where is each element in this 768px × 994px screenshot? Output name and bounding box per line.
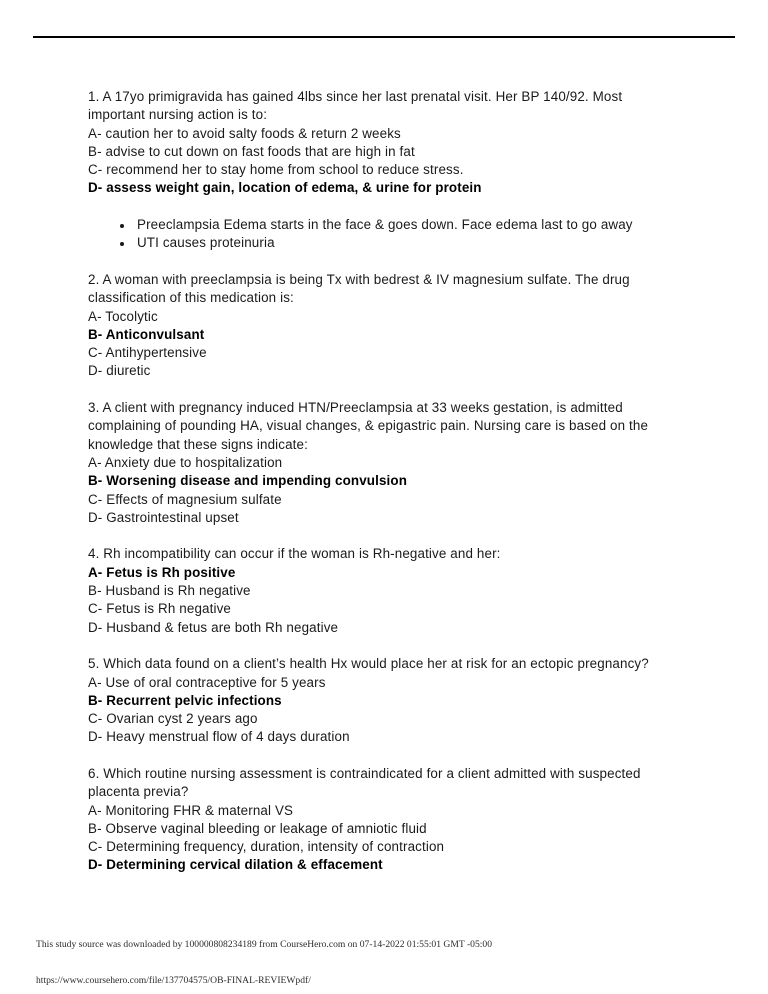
question-block bbox=[88, 88, 663, 253]
header-divider bbox=[33, 36, 735, 38]
question-stem: 2. A woman with preeclampsia is being Tx with bedrest & IV magnesium sulfate. The drug classification of this medication is: bbox=[88, 271, 630, 306]
question-stem: 1. A 17yo primigravida has gained 4lbs since her last prenatal visit. Her BP 140/92. Most important nursing action is to: bbox=[88, 89, 623, 123]
note-list-item bbox=[88, 216, 663, 234]
answer-option: A- Anxiety due to hospitalization bbox=[88, 454, 283, 470]
answer-option: D- Heavy menstrual flow of 4 days duration bbox=[88, 729, 350, 745]
answer-option-correct: B- Anticonvulsant bbox=[88, 326, 205, 342]
note-list bbox=[88, 216, 663, 253]
question-block bbox=[88, 655, 663, 746]
answer-option-correct: B- Worsening disease and impending convulsion bbox=[88, 473, 408, 489]
answer-option: A- Use of oral contraceptive for 5 years bbox=[88, 674, 326, 690]
document-body bbox=[88, 88, 663, 875]
question-block bbox=[88, 271, 663, 381]
answer-option-correct: B- Recurrent pelvic infections bbox=[88, 692, 282, 708]
download-attribution-note: This study source was downloaded by 100000808234189 from CourseHero.com on 07-14-2022 01:55:01 GMT -05:00 bbox=[36, 939, 493, 950]
answer-option: C- Determining frequency, duration, intensity of contraction bbox=[88, 839, 445, 855]
question-block bbox=[88, 399, 663, 527]
question-stem: 4. Rh incompatibility can occur if the woman is Rh-negative and her: bbox=[88, 546, 501, 562]
answer-option: D- Gastrointestinal upset bbox=[88, 509, 239, 525]
answer-option: C- Effects of magnesium sulfate bbox=[88, 491, 282, 507]
source-url-link[interactable]: https://www.coursehero.com/file/137704575/OB-FINAL-REVIEWpdf/ bbox=[36, 975, 311, 986]
answer-option: D- Husband & fetus are both Rh negative bbox=[88, 619, 339, 635]
answer-option-correct: A- Fetus is Rh positive bbox=[88, 564, 236, 580]
question-block bbox=[88, 765, 663, 875]
bullet-dot-icon bbox=[120, 242, 124, 246]
question-stem: 6. Which routine nursing assessment is contraindicated for a client admitted with suspected placenta previa? bbox=[88, 765, 641, 800]
answer-option: B- Observe vaginal bleeding or leakage of amniotic fluid bbox=[88, 820, 427, 836]
answer-option: C- Fetus is Rh negative bbox=[88, 601, 231, 617]
answer-option: C- Antihypertensive bbox=[88, 345, 207, 361]
answer-option: B- advise to cut down on fast foods that are high in fat bbox=[88, 143, 415, 159]
bullet-dot-icon bbox=[120, 224, 124, 228]
question-stem: 5. Which data found on a client’s health Hx would place her at risk for an ectopic pregnancy? bbox=[88, 656, 649, 672]
note-text: Preeclampsia Edema starts in the face & goes down. Face edema last to go away bbox=[137, 217, 633, 233]
question-block bbox=[88, 545, 663, 636]
answer-option: A- caution her to avoid salty foods & return 2 weeks bbox=[88, 125, 401, 141]
answer-option: A- Monitoring FHR & maternal VS bbox=[88, 802, 294, 818]
answer-option-correct: D- assess weight gain, location of edema, & urine for protein bbox=[88, 180, 482, 196]
answer-option-correct: D- Determining cervical dilation & effacement bbox=[88, 857, 383, 873]
question-stem: 3. A client with pregnancy induced HTN/Preeclampsia at 33 weeks gestation, is admitted complaining of pounding HA, visual changes, & epigastric pain. Nursing care is based on the knowledge that these signs indicate: bbox=[88, 400, 649, 452]
answer-option: C- recommend her to stay home from school to reduce stress. bbox=[88, 162, 464, 178]
note-list-item bbox=[88, 234, 663, 252]
note-text: UTI causes proteinuria bbox=[137, 235, 275, 251]
answer-option: A- Tocolytic bbox=[88, 308, 158, 324]
answer-option: C- Ovarian cyst 2 years ago bbox=[88, 711, 258, 727]
answer-option: D- diuretic bbox=[88, 363, 151, 379]
answer-option: B- Husband is Rh negative bbox=[88, 583, 251, 599]
